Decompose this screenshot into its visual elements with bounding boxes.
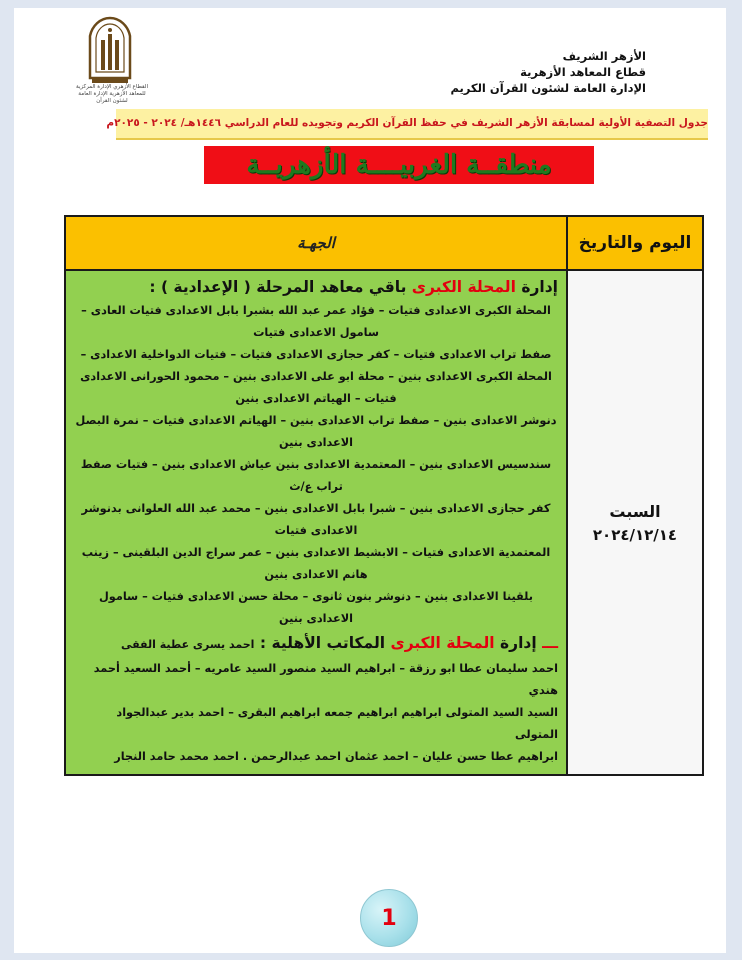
section-heading-preparatory	[74, 274, 558, 300]
schedule-table	[64, 215, 704, 776]
competition-banner: جدول التصفية الأولية لمسابقة الأزهر الشريف في حفظ القرآن الكريم وتجويده للعام الدراسي ١٤٤٦هـ/ ٢٠٢٤ - ٢٠٢٥م	[116, 109, 708, 140]
entity-cell	[65, 270, 567, 775]
logo-caption: القطاع الأزهري الإدارة المركزية للمعاهد الأزهرية الإدارة العامة لشئون القرآن	[76, 84, 148, 104]
list-item: المحلة الكبرى الاعدادى فتيات – فؤاد عمر عبد الله بشبرا بابل الاعدادى فتيات العادى – سامول الاعدادى فتيات	[81, 304, 551, 339]
section2-admin-name: المحلة الكبرى	[390, 634, 495, 652]
header-line-administration: الإدارة العامة لشئون القرآن الكريم	[450, 81, 646, 95]
institution-header	[346, 48, 646, 96]
al-azhar-logo	[84, 16, 136, 86]
page-number: 1	[381, 905, 397, 931]
header-line-sector: قطاع المعاهد الأزهرية	[520, 65, 646, 79]
column-header-date: اليوم والتاريخ	[567, 216, 703, 270]
page-number-badge	[360, 889, 418, 947]
section2-lead-name: احمد يسرى عطية الفقى	[121, 638, 255, 651]
list-item: بلقينا الاعدادى بنين – دنوشر بنون ثانوى – محلة حسن الاعدادى فتيات – سامول الاعدادى بنين	[98, 590, 534, 625]
list-item: صفط تراب الاعدادى فتيات – كفر حجازى الاعدادى فتيات – فتيات الدواخلية الاعدادى – المحلة الكبرى الاعدادى بنين – محلة ابو على الاعدادى بنين – محمود الحورانى الاعدادى فتيات – الهياتم الاعدادى بنين	[80, 348, 552, 405]
list-item: سندسيس الاعدادى بنين – المعتمدية الاعدادى بنين عياش الاعدادى بنين – فتيات صفط تراب ع/ث	[80, 458, 552, 493]
region-title-box	[204, 146, 594, 184]
table-header-row	[65, 216, 703, 270]
section2-prefix: إدارة	[500, 634, 537, 652]
date-value: ٢٠٢٤/١٢/١٤	[592, 525, 678, 544]
document-page	[14, 8, 726, 953]
section1-admin-name: المحلة الكبرى	[411, 278, 516, 296]
list-item: كفر حجازى الاعدادى بنين – شبرا بابل الاعدادى بنين – محمد عبد الله العلوانى بدنوشر الاعدادى فتيات	[81, 502, 551, 537]
section-heading-private-schools	[74, 630, 558, 658]
region-title: منطقــة الغربيــــة الأزهريــة	[246, 150, 552, 180]
column-header-entity: الجهـة	[65, 216, 567, 270]
day-name: السبت	[609, 501, 661, 521]
section1-suffix: باقي معاهد المرحلة ( الإعدادية ) :	[149, 278, 407, 296]
section2-suffix: المكاتب الأهلية :	[259, 634, 386, 652]
list-item: احمد سليمان عطا ابو رزقة – ابراهيم السيد منصور السيد عامريه – أحمد السعيد أحمد هندي	[93, 662, 558, 697]
section2-dash: ـــ	[542, 634, 558, 652]
header-line-azhar: الأزهر الشريف	[562, 49, 646, 63]
list-item: ابراهيم عطا حسن عليان – احمد عثمان احمد عبدالرحمن . احمد محمد حامد النجار	[114, 750, 558, 763]
list-item: المعتمدية الاعدادى فتيات – الابشيط الاعدادى بنين – عمر سراج الدين البلقينى – زينب هانم الاعدادى بنين	[81, 546, 551, 581]
table-row	[65, 270, 703, 775]
date-cell	[567, 270, 703, 775]
section1-prefix: إدارة	[521, 278, 558, 296]
list-item: دنوشر الاعدادى بنين – صفط تراب الاعدادى بنين – الهياتم الاعدادى فتيات – نمرة البصل الاعدادى بنين	[75, 414, 557, 449]
list-item: السيد السيد المتولى ابراهيم ابراهيم جمعه ابراهيم البقرى – احمد بدير عبدالجواد المتولى	[116, 706, 558, 741]
